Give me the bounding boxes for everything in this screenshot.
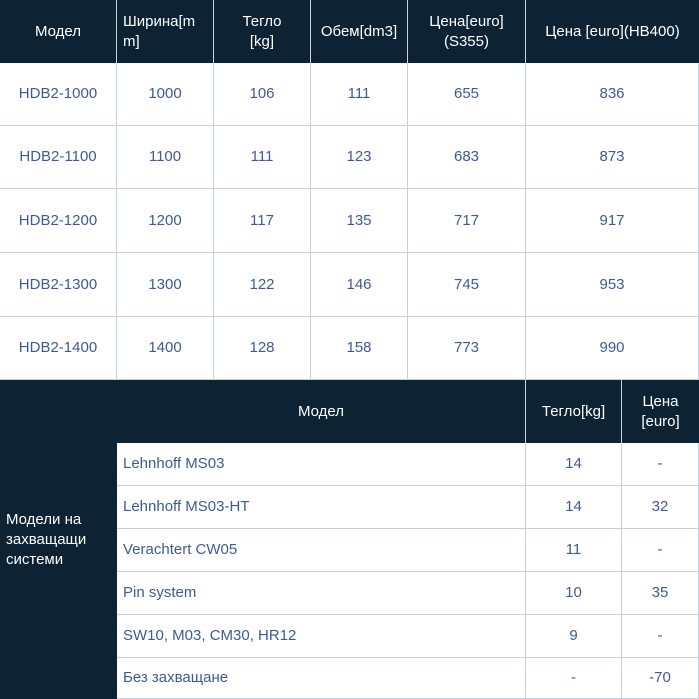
table-row-cell: 990 (526, 317, 699, 380)
table-row-cell: HDB2-1000 (0, 63, 117, 126)
table-row-cell: HDB2-1100 (0, 126, 117, 189)
table-row-cell: 1200 (117, 189, 214, 253)
table-row-cell: Без захващане (117, 658, 526, 699)
table-row-cell: 11 (526, 529, 622, 572)
table-row-cell: 953 (526, 253, 699, 317)
table-row-cell: - (526, 658, 622, 699)
table-row-cell: Pin system (117, 572, 526, 615)
table-row-cell: 655 (408, 63, 526, 126)
header-volume: Обем[dm3] (311, 0, 408, 63)
gripping-systems-label: Модели на захващащи системи (0, 380, 117, 699)
table-row-cell: HDB2-1200 (0, 189, 117, 253)
table-row-cell: HDB2-1400 (0, 317, 117, 380)
table-row-cell: 128 (214, 317, 311, 380)
table-row-cell: - (622, 615, 699, 658)
table-row-cell: 14 (526, 443, 622, 486)
table-row-cell: SW10, M03, CM30, HR12 (117, 615, 526, 658)
table-row-cell: 10 (526, 572, 622, 615)
table-row-cell: -70 (622, 658, 699, 699)
table-row-cell: 873 (526, 126, 699, 189)
table-row-cell: Verachtert CW05 (117, 529, 526, 572)
table-row-cell: 917 (526, 189, 699, 253)
table-row-cell: 1400 (117, 317, 214, 380)
header-price-s355: Цена[euro] (S355) (408, 0, 526, 63)
table-row-cell: 111 (311, 63, 408, 126)
header-price: Цена [euro] (622, 380, 699, 443)
table-row-cell: 106 (214, 63, 311, 126)
table-row-cell: 1000 (117, 63, 214, 126)
header-weight: Тегло[kg] (526, 380, 622, 443)
table-row-cell: 32 (622, 486, 699, 529)
table-row-cell: 14 (526, 486, 622, 529)
table-row-cell: 683 (408, 126, 526, 189)
header-width: Ширина[m m] (117, 0, 214, 63)
table-row-cell: Lehnhoff MS03 (117, 443, 526, 486)
table-row-cell: 9 (526, 615, 622, 658)
table-row-cell: HDB2-1300 (0, 253, 117, 317)
table-row-cell: 135 (311, 189, 408, 253)
table-row-cell: 146 (311, 253, 408, 317)
table-row-cell: 745 (408, 253, 526, 317)
table-row-cell: 122 (214, 253, 311, 317)
table-row-cell: Lehnhoff MS03-HT (117, 486, 526, 529)
table-row-cell: - (622, 443, 699, 486)
table-row-cell: 123 (311, 126, 408, 189)
table-row-cell: 836 (526, 63, 699, 126)
table-row-cell: 111 (214, 126, 311, 189)
table-row-cell: 773 (408, 317, 526, 380)
table-row-cell: 1100 (117, 126, 214, 189)
table-row-cell: 1300 (117, 253, 214, 317)
table-row-cell: 158 (311, 317, 408, 380)
header-model: Модел (0, 0, 117, 63)
header-model: Модел (117, 380, 526, 443)
header-price-hb400: Цена [euro](HB400) (526, 0, 699, 63)
table-row-cell: 35 (622, 572, 699, 615)
header-weight: Тегло [kg] (214, 0, 311, 63)
table-row-cell: - (622, 529, 699, 572)
table-row-cell: 717 (408, 189, 526, 253)
table-row-cell: 117 (214, 189, 311, 253)
